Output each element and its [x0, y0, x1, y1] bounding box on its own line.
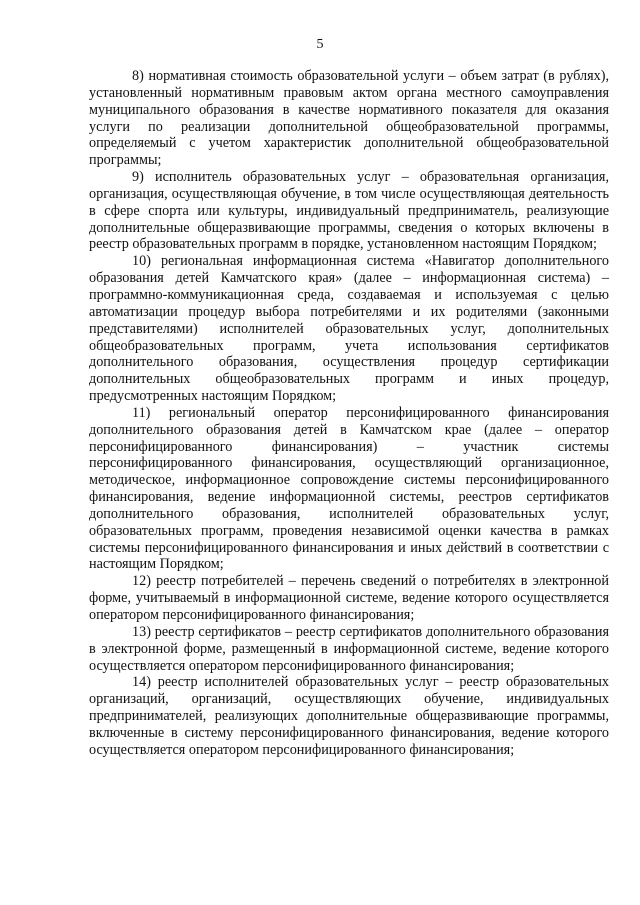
paragraph-item-11: 11) региональный оператор персонифицированного финансирования дополнительного образования детей в Камчатском крае (далее – оператор персонифицированного финансирования) – участник системы персонифицированного финансирования, осуществляющий организационное, методическое, информационное сопровождение системы персонифицированного финансирования, ведение информационной системы, реестров сертификатов дополнительного образования, исполнителей образовательных услуг, образовательных программ, проведения независимой оценки качества в рамках системы персонифицированного финансирования и иных действий в соответствии с настоящим Порядком;: [89, 404, 609, 573]
paragraph-item-8: 8) нормативная стоимость образовательной услуги – объем затрат (в рублях), установленный нормативным правовым актом органа местного самоуправления муниципального образования в качестве нормативного показателя для оказания услуги по реализации дополнительной общеобразовательной программы, определяемый с учетом характеристик дополнительной общеобразовательной программы;: [89, 68, 609, 169]
paragraph-item-13: 13) реестр сертификатов – реестр сертификатов дополнительного образования в электронной форме, размещенный в информационной системе, ведение которого осуществляется оператором персонифицированного финансирования;: [89, 623, 609, 674]
page-number: 5: [316, 37, 324, 52]
paragraph-item-12: 12) реестр потребителей – перечень сведений о потребителях в электронной форме, учитываемый в информационной системе, ведение которого осуществляется оператором персонифицированного финансирования;: [89, 573, 609, 623]
paragraph-item-14: 14) реестр исполнителей образовательных услуг – реестр образовательных организаций, организаций, осуществляющих обучение, индивидуальных предпринимателей, реализующих дополнительные общеразвивающие программы, включенные в систему персонифицированного финансирования, ведение которого осуществляется оператором персонифицированного финансирования;: [89, 674, 609, 758]
document-body: [89, 68, 609, 759]
paragraph-item-9: 9) исполнитель образовательных услуг – образовательная организация, организация, осуществляющая обучение, в том числе осуществляющая деятельность в сфере спорта или культуры, индивидуальный предприниматель, реализующие дополнительные общеразвивающие программы, сведения о которых включены в реестр образовательных программ в порядке, установленном настоящим Порядком;: [89, 169, 609, 253]
paragraph-item-10: 10) региональная информационная система «Навигатор дополнительного образования детей Камчатского края» (далее – информационная система) – программно-коммуникационная среда, создаваемая и используемая с целью автоматизации процедур выбора потребителями и их родителями (законными представителями) исполнителей образовательных услуг, дополнительных общеобразовательных программ, учета использования сертификатов дополнительного образования, осуществления процедур сертификации дополнительных общеобразовательных программ и иных процедур, предусмотренных настоящим Порядком;: [89, 253, 609, 405]
